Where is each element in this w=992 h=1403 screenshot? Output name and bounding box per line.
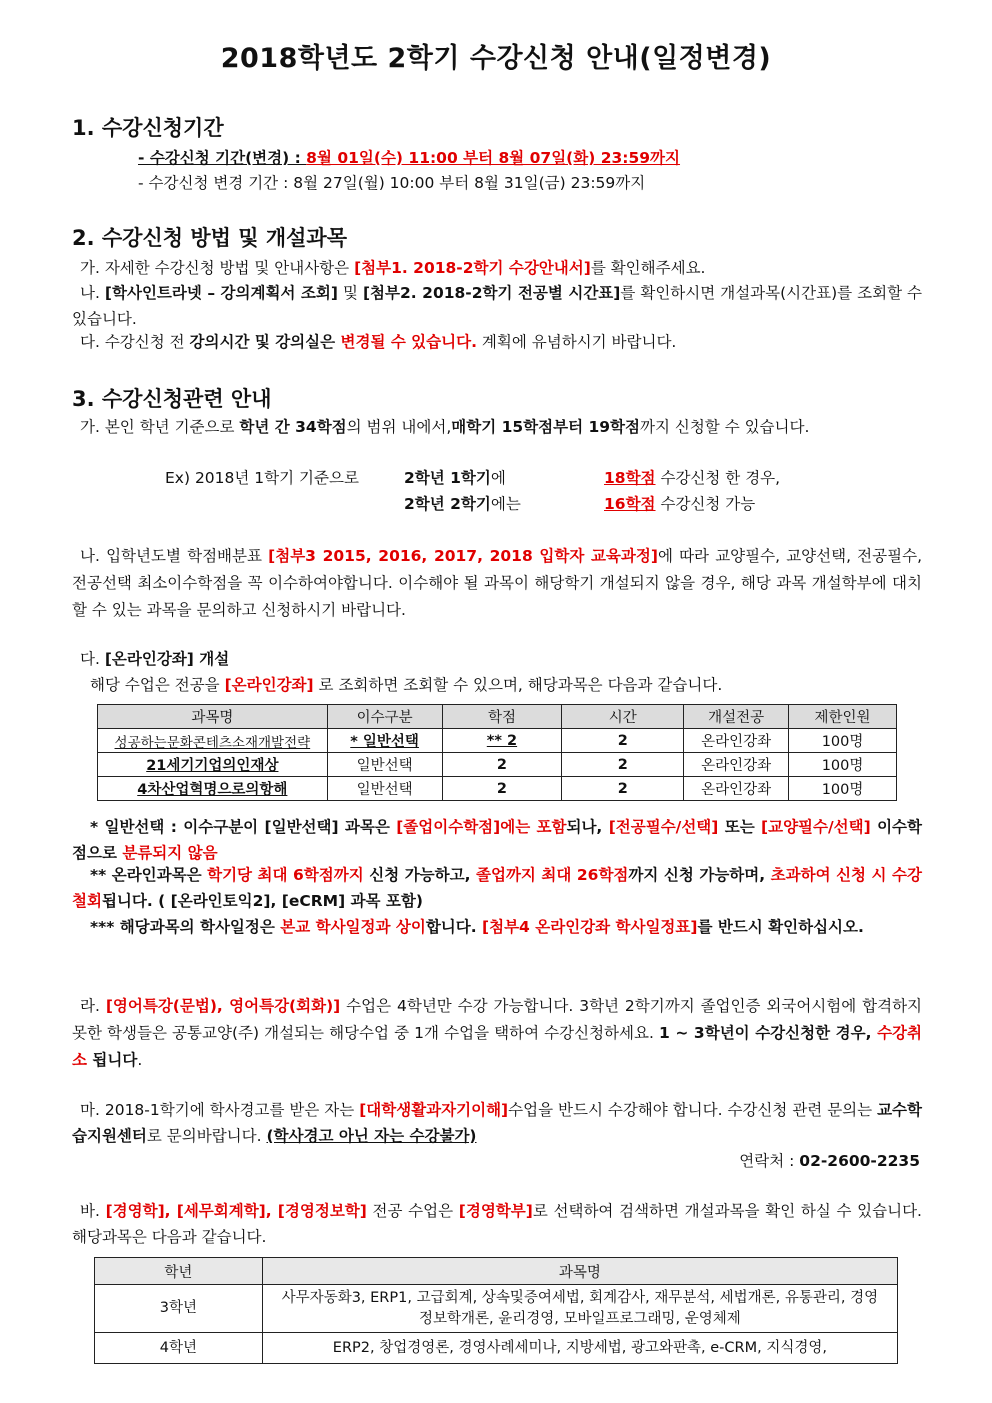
text: 매학기 15학점부터 19학점 [451,418,640,436]
text: 계획에 유념하시기 바랍니다. [476,333,677,351]
course-name: 성공하는문화콘테츠소재개발전략 [98,729,328,753]
contact-phone: 02-2600-2235 [799,1152,920,1170]
text: 해당 수업은 전공을 [90,676,225,694]
section3-heading: 3. 수강신청관련 안내 [72,387,272,411]
table-header-row [98,705,897,729]
text: 다. 수강신청 전 [80,333,190,351]
column-header: 과목명 [262,1258,897,1285]
table-row [98,729,897,753]
text: [영어특강(문법), 영어특강(회화)] [105,997,341,1015]
text: 졸업까지 최대 26학점 [476,866,629,884]
text: 에는 [490,495,521,513]
s2-item-ga [80,256,705,280]
text: 됩니다 [86,1051,138,1069]
text: [교양필수/선택] [761,818,871,836]
business-course-table [94,1257,898,1364]
course-major: 온라인강좌 [684,753,789,777]
s2-item-na [72,280,922,332]
column-header: 이수구분 [327,705,442,729]
text: 수업은 4학년만 수강 가능합니다. 3학년 2학기까지 졸업인증 외국어시험에 합격하지 못한 학생들은 공통교양(주) 개설되는 해당수업 중 1개 수업을 택하여 수강신청하세요. [72,997,923,1042]
s3-item-da-intro [90,673,722,697]
text: 라. [80,997,106,1015]
column-header: 학년 [95,1258,263,1285]
course-hours: 2 [562,753,684,777]
text: 2학년 1학기 [404,469,491,487]
text: 로 조회하면 조회할 수 있으며, 해당과목은 다음과 같습니다. [313,676,723,694]
section1-heading: 1. 수강신청기간 [72,116,224,140]
text: 전공 수업은 [366,1202,459,1220]
course-major: 온라인강좌 [684,777,789,801]
course-list-cell: 사무자동화3, ERP1, 고급회계, 상속및증여세법, 회계감사, 재무분석, 세법개론, 유통관리, 경영정보학개론, 윤리경영, 모바일프로그래밍, 운영체제 [262,1285,897,1333]
text: (학사경고 아닌 자는 수강불가) [266,1127,477,1145]
course-list-cell: ERP2, 창업경영론, 경영사례세미나, 지방세법, 광고와판촉, e-CRM, 지식경영, [262,1333,897,1364]
s3-item-da-heading [80,647,229,671]
attachment2-ref: [첨부2. 2018-2학기 전공별 시간표] [362,284,621,302]
online-course-table [97,704,897,801]
note-schedule [72,914,922,940]
text: 나. [80,284,105,302]
text: 를 확인하시면 개설과목(시간표)를 조회할 수 있습니다. [72,284,923,328]
registration-period-label: - 수강신청 기간(변경) : [138,149,307,167]
course-name: 4차산업혁명으로의항해 [98,777,328,801]
course-credits: 2 [442,777,562,801]
text: 2학년 2학기 [404,495,491,513]
text: 수업을 반드시 수강해야 합니다. 수강신청 관련 문의는 [508,1101,878,1119]
text: 마. 2018-1학기에 학사경고를 받은 자는 [80,1101,360,1119]
text: [전공필수/선택] [608,818,719,836]
course-limit: 100명 [789,777,897,801]
text: 신청 가능하고, [363,866,476,884]
text: 강의시간 및 강의실은 [189,333,341,351]
text: 까지 신청 가능하며, [628,866,771,884]
registration-period-value: 8월 01일(수) 11:00 부터 8월 07일(화) 23:59까지 [306,149,681,167]
table-row [95,1285,898,1333]
note-online-limit [72,862,922,914]
text: 가. 본인 학년 기준으로 [80,418,240,436]
column-header: 제한인원 [789,705,897,729]
text: 16학점 [604,495,656,513]
table-row [98,753,897,777]
table-row [98,777,897,801]
text: 나. 입학년도별 학점배분표 [80,547,269,565]
example-prefix: Ex) 2018년 1학기 기준으로 [165,469,359,487]
text: 되나, [566,818,609,836]
text: 가. 자세한 수강신청 방법 및 안내사항은 [80,259,355,277]
section2-heading: 2. 수강신청 방법 및 개설과목 [72,226,347,250]
example-term2 [404,492,521,516]
text: 및 [337,284,363,302]
text: 로 선택하여 검색하면 개설과목을 확인 하실 수 있습니다. 해당과목은 다음과 같습니다. [72,1202,922,1246]
text: 까지 신청할 수 있습니다. [639,418,810,436]
text: 수강신청 한 경우, [660,469,781,487]
grade-cell: 4학년 [95,1333,263,1364]
text: 수강취소 [72,1024,922,1069]
text: [첨부4 온라인강좌 학사일정표] [482,918,698,936]
s3-item-ba [72,1198,922,1250]
text: 본교 학사일정과 상이 [280,918,426,936]
text: 바. [80,1202,106,1220]
s2-item-da [80,330,676,354]
course-hours: 2 [562,777,684,801]
column-header: 시간 [562,705,684,729]
text: 초과하여 신청 시 수강 철회 [72,866,922,910]
text: 학년 간 34학점 [239,418,347,436]
change-period-line: - 수강신청 변경 기간 : 8월 27일(월) 10:00 부터 8월 31일(금) 23:59까지 [138,174,646,192]
course-name: 21세기기업의인재상 [98,753,328,777]
example-term1 [404,466,506,490]
table-header-row [95,1258,898,1285]
course-limit: 100명 [789,753,897,777]
contact-label: 연락처 : [739,1152,800,1170]
s3-item-ma [72,1097,922,1149]
contact-line [739,1149,920,1173]
course-limit: 100명 [789,729,897,753]
text: 분류되지 않음 [122,844,218,862]
text: 학기당 최대 6학점까지 [207,866,364,884]
example-credits2 [604,492,755,516]
text: [온라인강좌] [224,676,314,694]
table-row [95,1333,898,1364]
text: 이수학점으로 [72,818,922,862]
column-header: 과목명 [98,705,328,729]
text: 를 반드시 확인하십시오. [697,918,864,936]
text: 18학점 [604,469,656,487]
s3-item-ra [72,993,922,1074]
grade-cell: 3학년 [95,1285,263,1333]
text: [온라인강좌] 개설 [104,650,230,668]
note-general-elective [72,814,922,866]
course-type: 일반선택 [327,753,442,777]
intranet-ref: [학사인트라넷 – 강의계획서 조회] [104,284,338,302]
registration-period-line [138,146,680,170]
text: 에 [490,469,506,487]
example-credits1 [604,466,780,490]
text: 의 범위 내에서, [346,418,452,436]
text: 를 확인해주세요. [590,259,706,277]
column-header: 학점 [442,705,562,729]
text: 로 문의바랍니다. [146,1127,267,1145]
attachment3-ref: [첨부3 2015, 2016, 2017, 2018 입학자 교육과정] [268,547,658,565]
text: * 일반선택 : 이수구분이 [일반선택] 과목은 [90,818,397,836]
page-title: 2018학년도 2학기 수강신청 안내(일정변경) [220,43,772,74]
text: 수강신청 가능 [660,495,756,513]
text: [대학생활과자기이해] [359,1101,509,1119]
text: . [137,1051,143,1069]
course-hours: 2 [562,729,684,753]
text: [경영학부] [458,1202,533,1220]
course-credits: 2 [442,753,562,777]
text: *** 해당과목의 학사일정은 [90,918,281,936]
column-header: 개설전공 [684,705,789,729]
text: 1 ~ 3학년이 수강신청한 경우, [659,1024,878,1042]
text: ** 온라인과목은 [90,866,208,884]
s3-item-na [72,543,922,624]
text: [졸업이수학점]에는 포함 [396,818,567,836]
course-credits: ** 2 [442,729,562,753]
attachment1-link: [첨부1. 2018-2학기 수강안내서] [354,259,591,277]
text: 됩니다. ( [온라인토익2], [eCRM] 과목 포함) [101,892,423,910]
text: 교수학습지원센터 [72,1101,922,1145]
s3-item-ga [72,414,922,440]
warning-text: 변경될 수 있습니다. [340,333,477,351]
course-type: * 일반선택 [327,729,442,753]
text: 합니다. [425,918,483,936]
text: 또는 [718,818,762,836]
text: [경영학], [세무회계학], [경영정보학] [105,1202,367,1220]
text: 다. [80,650,105,668]
course-major: 온라인강좌 [684,729,789,753]
text: 에 따라 교양필수, 교양선택, 전공필수, 전공선택 최소이수학점을 꼭 이수하여야합니다. 이수해야 될 과목이 해당학기 개설되지 않을 경우, 해당 과목 개설학부에 대치할 수 있는 과목을 문의하고 신청하시기 바랍니다. [72,547,922,619]
course-type: 일반선택 [327,777,442,801]
